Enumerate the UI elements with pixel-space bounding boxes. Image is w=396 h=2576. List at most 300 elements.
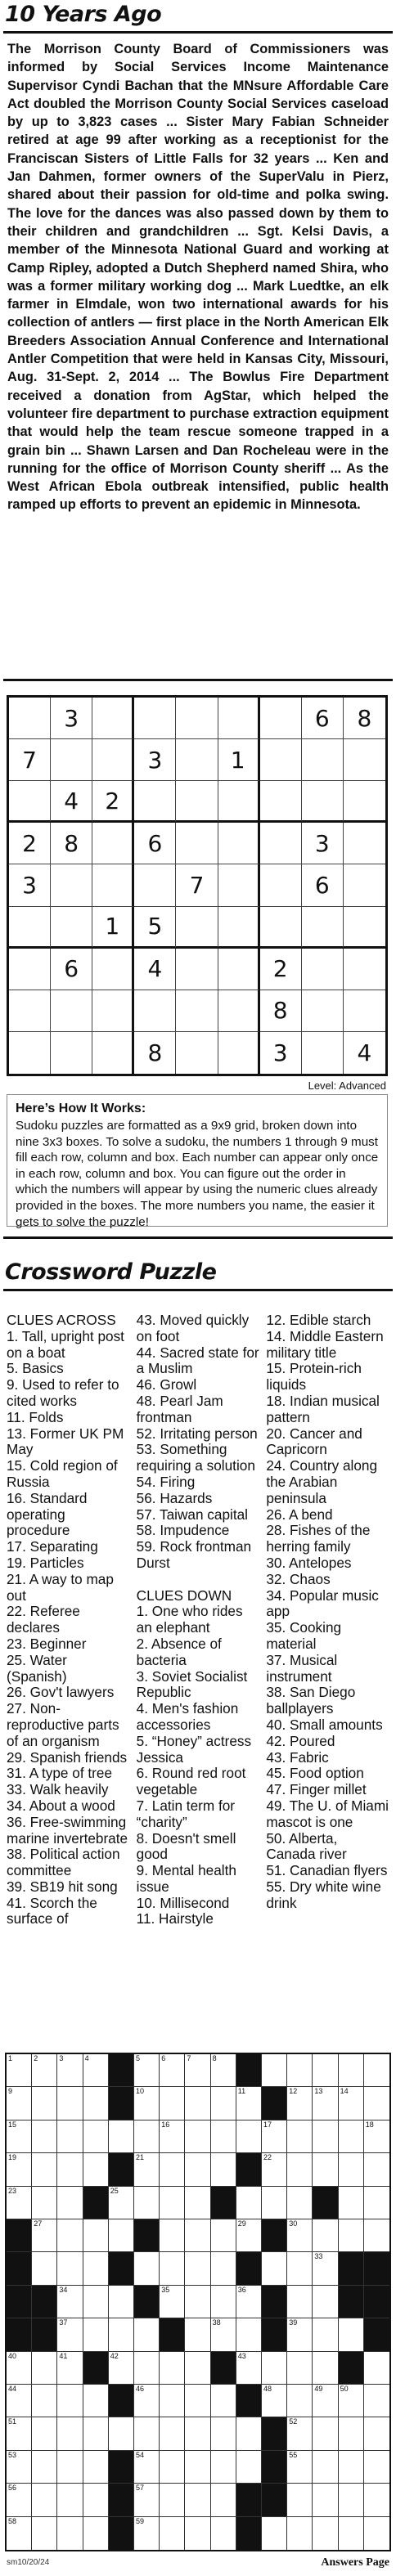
crossword-clue-number: 22 xyxy=(263,2153,272,2162)
crossword-clue-number: 49 xyxy=(314,2385,323,2393)
sudoku-cell: 2 xyxy=(9,823,51,864)
crossword-square[interactable] xyxy=(211,2153,236,2186)
crossword-clue-number: 23 xyxy=(8,2186,17,2195)
crossword-header xyxy=(0,1258,396,1291)
sudoku-cell xyxy=(92,698,134,739)
crossword-square[interactable] xyxy=(339,2087,364,2120)
crossword-square[interactable] xyxy=(134,2484,160,2516)
crossword-square[interactable] xyxy=(211,2318,236,2351)
crossword-square[interactable] xyxy=(109,2352,134,2385)
crossword-square[interactable] xyxy=(57,2187,83,2219)
crossword-square[interactable] xyxy=(134,2318,160,2351)
crossword-square[interactable] xyxy=(185,2484,210,2516)
sudoku-cell xyxy=(92,823,134,864)
crossword-square[interactable] xyxy=(32,2484,57,2516)
crossword-title: Crossword Puzzle xyxy=(5,1259,217,1285)
crossword-square[interactable] xyxy=(160,2517,185,2550)
crossword-square[interactable] xyxy=(160,2153,185,2186)
crossword-square[interactable] xyxy=(32,2417,57,2450)
crossword-square[interactable] xyxy=(313,2517,338,2550)
crossword-square[interactable] xyxy=(262,2385,287,2417)
crossword-square[interactable] xyxy=(313,2286,338,2318)
crossword-square[interactable] xyxy=(57,2484,83,2516)
crossword-square[interactable] xyxy=(7,2153,32,2186)
crossword-clue-number: 10 xyxy=(136,2087,145,2096)
clue-item: 3. Soviet Socialist Republic xyxy=(136,1667,248,1701)
crossword-square[interactable] xyxy=(211,2219,236,2252)
crossword-square[interactable] xyxy=(185,2087,210,2120)
crossword-clue-number: 18 xyxy=(365,2120,374,2129)
sudoku-cell xyxy=(344,907,385,949)
crossword-square[interactable] xyxy=(160,2417,185,2450)
crossword-black-square xyxy=(32,2286,57,2318)
crossword-square[interactable] xyxy=(32,2087,57,2120)
sudoku-cell xyxy=(134,698,176,739)
crossword-square[interactable] xyxy=(364,2451,389,2484)
crossword-square[interactable] xyxy=(287,2417,313,2450)
sudoku-cell xyxy=(51,739,92,781)
crossword-clue-number: 43 xyxy=(237,2351,246,2360)
sudoku-cell xyxy=(218,907,260,949)
crossword-square[interactable] xyxy=(211,2252,236,2285)
crossword-square[interactable] xyxy=(287,2484,313,2516)
crossword-square[interactable] xyxy=(313,2385,338,2417)
crossword-black-square xyxy=(109,2484,134,2516)
crossword-clues xyxy=(7,1313,389,2040)
crossword-square[interactable] xyxy=(160,2451,185,2484)
sudoku-cell xyxy=(302,781,344,823)
crossword-clue-number: 48 xyxy=(263,2385,272,2393)
crossword-square[interactable] xyxy=(287,2219,313,2252)
clue-item: 52. Irritating person xyxy=(136,1425,258,1442)
crossword-square[interactable] xyxy=(134,2352,160,2385)
crossword-square[interactable] xyxy=(32,2252,57,2285)
crossword-square[interactable] xyxy=(262,2153,287,2186)
crossword-square[interactable] xyxy=(134,2451,160,2484)
clue-item: 45. Food option xyxy=(266,1765,364,1782)
crossword-square[interactable] xyxy=(185,2451,210,2484)
sudoku-cell xyxy=(9,949,51,990)
sudoku-level: Level: Advanced xyxy=(308,1079,386,1092)
sudoku-cell: 3 xyxy=(9,864,51,906)
sudoku-cell xyxy=(92,864,134,906)
crossword-black-square xyxy=(109,2517,134,2550)
crossword-square[interactable] xyxy=(185,2252,210,2285)
crossword-square[interactable] xyxy=(32,2219,57,2252)
sudoku-cell: 5 xyxy=(134,907,176,949)
crossword-square[interactable] xyxy=(262,2187,287,2219)
crossword-black-square xyxy=(7,2252,32,2285)
crossword-square[interactable] xyxy=(287,2153,313,2186)
crossword-square[interactable] xyxy=(32,2385,57,2417)
crossword-square[interactable] xyxy=(160,2187,185,2219)
crossword-square[interactable] xyxy=(287,2120,313,2153)
crossword-square[interactable] xyxy=(134,2252,160,2285)
crossword-square[interactable] xyxy=(236,2187,262,2219)
crossword-square[interactable] xyxy=(339,2484,364,2516)
crossword-square[interactable] xyxy=(32,2120,57,2153)
crossword-black-square xyxy=(160,2318,185,2351)
crossword-square[interactable] xyxy=(57,2153,83,2186)
crossword-square[interactable] xyxy=(57,2120,83,2153)
sudoku-cell xyxy=(176,1032,218,1074)
sudoku-cell: 8 xyxy=(51,823,92,864)
crossword-square[interactable] xyxy=(134,2385,160,2417)
crossword-square[interactable] xyxy=(57,2385,83,2417)
crossword-square[interactable] xyxy=(364,2385,389,2417)
crossword-square[interactable] xyxy=(32,2153,57,2186)
sudoku-instructions xyxy=(7,1094,388,1227)
crossword-clue-number: 5 xyxy=(136,2054,141,2062)
clue-item: 44. Sacred state for a Muslim xyxy=(136,1344,259,1377)
crossword-clue-number: 13 xyxy=(314,2087,323,2096)
crossword-square[interactable] xyxy=(287,2517,313,2550)
crossword-square[interactable] xyxy=(364,2153,389,2186)
crossword-square[interactable] xyxy=(339,2187,364,2219)
sudoku-cell xyxy=(92,949,134,990)
sudoku-cell: 4 xyxy=(134,949,176,990)
sudoku-cell: 1 xyxy=(218,739,260,781)
clue-item: 35. Cooking material xyxy=(266,1619,342,1652)
clue-item: 43. Fabric xyxy=(266,1748,329,1766)
crossword-square[interactable] xyxy=(109,2417,134,2450)
crossword-square[interactable] xyxy=(7,2352,32,2385)
crossword-black-square xyxy=(109,2087,134,2120)
clue-item: 38. San Diego ballplayers xyxy=(266,1684,356,1717)
clue-item: 41. Scorch the surface of xyxy=(7,1894,97,1928)
sudoku-cell xyxy=(260,823,302,864)
crossword-square[interactable] xyxy=(160,2252,185,2285)
crossword-square[interactable] xyxy=(185,2517,210,2550)
crossword-square[interactable] xyxy=(364,2352,389,2385)
crossword-square[interactable] xyxy=(83,2517,109,2550)
crossword-square[interactable] xyxy=(160,2352,185,2385)
crossword-square[interactable] xyxy=(134,2054,160,2087)
crossword-square[interactable] xyxy=(32,2054,57,2087)
crossword-square[interactable] xyxy=(109,2120,134,2153)
sudoku-cell xyxy=(92,990,134,1032)
crossword-clue-number: 38 xyxy=(212,2318,221,2327)
crossword-square[interactable] xyxy=(211,2286,236,2318)
crossword-square[interactable] xyxy=(185,2385,210,2417)
sudoku-cell: 1 xyxy=(92,907,134,949)
crossword-square[interactable] xyxy=(185,2219,210,2252)
clue-item: 33. Walk heavily xyxy=(7,1781,109,1798)
clue-item: 1. Tall, upright post on a boat xyxy=(7,1327,124,1361)
clue-item: 22. Referee declares xyxy=(7,1603,80,1636)
sudoku-cell xyxy=(344,739,385,781)
crossword-square[interactable] xyxy=(313,2417,338,2450)
clue-item: 28. Fishes of the herring family xyxy=(266,1522,371,1555)
crossword-square[interactable] xyxy=(83,2087,109,2120)
clue-item: 1. One who rides an elephant xyxy=(136,1603,243,1636)
crossword-square[interactable] xyxy=(313,2120,338,2153)
crossword-square[interactable] xyxy=(262,2252,287,2285)
crossword-square[interactable] xyxy=(339,2120,364,2153)
crossword-square[interactable] xyxy=(236,2286,262,2318)
crossword-square[interactable] xyxy=(236,2451,262,2484)
crossword-square[interactable] xyxy=(83,2120,109,2153)
crossword-square[interactable] xyxy=(134,2087,160,2120)
clue-item: 12. Edible starch xyxy=(266,1312,371,1328)
crossword-square[interactable] xyxy=(83,2318,109,2351)
crossword-square[interactable] xyxy=(364,2417,389,2450)
crossword-square[interactable] xyxy=(134,2187,160,2219)
sudoku-cell xyxy=(218,823,260,864)
crossword-clue-number: 17 xyxy=(263,2120,272,2129)
clue-item: 30. Antelopes xyxy=(266,1554,352,1571)
crossword-square[interactable] xyxy=(313,2451,338,2484)
crossword-square[interactable] xyxy=(236,2417,262,2450)
crossword-square[interactable] xyxy=(109,2219,134,2252)
crossword-square[interactable] xyxy=(57,2286,83,2318)
crossword-square[interactable] xyxy=(339,2219,364,2252)
clue-item: 58. Impudence xyxy=(136,1522,230,1539)
crossword-square[interactable] xyxy=(57,2451,83,2484)
clue-column-3 xyxy=(266,1313,389,2040)
crossword-square[interactable] xyxy=(364,2120,389,2153)
sudoku-cell: 4 xyxy=(357,1039,372,1066)
clue-item: 59. Rock frontman Durst xyxy=(136,1538,252,1571)
crossword-square[interactable] xyxy=(109,2318,134,2351)
crossword-square[interactable] xyxy=(57,2054,83,2087)
clue-item: 13. Former UK PM May xyxy=(7,1425,124,1458)
crossword-square[interactable] xyxy=(262,2517,287,2550)
crossword-square[interactable] xyxy=(185,2187,210,2219)
crossword-square[interactable] xyxy=(313,2252,338,2285)
clue-item: 26. Gov't lawyers xyxy=(7,1684,115,1701)
clue-item: 4. Men's fashion accessories xyxy=(136,1700,239,1733)
crossword-square[interactable] xyxy=(7,2385,32,2417)
crossword-black-square xyxy=(339,2252,364,2285)
crossword-square[interactable] xyxy=(364,2517,389,2550)
sudoku-cell: 6 xyxy=(134,823,176,864)
crossword-square[interactable] xyxy=(211,2484,236,2516)
crossword-square[interactable] xyxy=(364,2484,389,2516)
crossword-clue-number: 58 xyxy=(8,2516,17,2525)
clue-item: 9. Used to refer to cited works xyxy=(7,1376,119,1409)
clue-item: 5. Basics xyxy=(7,1360,64,1377)
crossword-square[interactable] xyxy=(287,2352,313,2385)
clue-item: 2. Absence of bacteria xyxy=(136,1635,222,1668)
clue-item: 49. The U. of Miami mascot is one xyxy=(266,1797,389,1830)
crossword-square[interactable] xyxy=(57,2318,83,2351)
crossword-square[interactable] xyxy=(32,2187,57,2219)
crossword-square[interactable] xyxy=(287,2318,313,2351)
crossword-square[interactable] xyxy=(134,2517,160,2550)
crossword-square[interactable] xyxy=(339,2153,364,2186)
crossword-square[interactable] xyxy=(211,2054,236,2087)
crossword-square[interactable] xyxy=(211,2517,236,2550)
crossword-black-square xyxy=(262,2318,287,2351)
crossword-square[interactable] xyxy=(57,2252,83,2285)
sudoku-cell: 2 xyxy=(260,949,302,990)
crossword-square[interactable] xyxy=(185,2153,210,2186)
clue-item: 21. A way to map out xyxy=(7,1570,114,1604)
crossword-square[interactable] xyxy=(109,2286,134,2318)
crossword-square[interactable] xyxy=(160,2286,185,2318)
crossword-square[interactable] xyxy=(262,2352,287,2385)
crossword-square[interactable] xyxy=(7,2187,32,2219)
clue-item: 31. A type of tree xyxy=(7,1765,112,1782)
crossword-square[interactable] xyxy=(7,2087,32,2120)
how-it-works-title: Here’s How It Works: xyxy=(16,1102,146,1115)
crossword-square[interactable] xyxy=(160,2219,185,2252)
crossword-square[interactable] xyxy=(83,2219,109,2252)
crossword-square[interactable] xyxy=(339,2451,364,2484)
crossword-square[interactable] xyxy=(313,2054,338,2087)
crossword-square[interactable] xyxy=(7,2451,32,2484)
crossword-square[interactable] xyxy=(339,2054,364,2087)
crossword-square[interactable] xyxy=(236,2120,262,2153)
sudoku-cell: 8 xyxy=(260,990,302,1032)
crossword-square[interactable] xyxy=(339,2318,364,2351)
crossword-square[interactable] xyxy=(57,2417,83,2450)
crossword-square[interactable] xyxy=(287,2385,313,2417)
ten-years-title: 10 Years Ago xyxy=(5,2,162,27)
crossword-square[interactable] xyxy=(339,2417,364,2450)
crossword-square[interactable] xyxy=(211,2120,236,2153)
crossword-square[interactable] xyxy=(339,2385,364,2417)
crossword-square[interactable] xyxy=(211,2417,236,2450)
crossword-square[interactable] xyxy=(185,2054,210,2087)
crossword-square[interactable] xyxy=(32,2517,57,2550)
crossword-square[interactable] xyxy=(160,2385,185,2417)
crossword-square[interactable] xyxy=(287,2252,313,2285)
crossword-square[interactable] xyxy=(32,2451,57,2484)
crossword-square[interactable] xyxy=(57,2219,83,2252)
sudoku-cell xyxy=(344,949,385,990)
crossword-square[interactable] xyxy=(134,2153,160,2186)
crossword-square[interactable] xyxy=(236,2318,262,2351)
sudoku-cell xyxy=(176,990,218,1032)
crossword-square[interactable] xyxy=(313,2219,338,2252)
crossword-square[interactable] xyxy=(160,2484,185,2516)
crossword-square[interactable] xyxy=(313,2087,338,2120)
crossword-square[interactable] xyxy=(185,2286,210,2318)
crossword-square[interactable] xyxy=(83,2054,109,2087)
ten-years-section xyxy=(0,0,396,639)
sudoku-cell xyxy=(9,698,51,739)
crossword-clue-number: 21 xyxy=(136,2153,145,2162)
crossword-clue-number: 36 xyxy=(237,2285,246,2294)
crossword-square[interactable] xyxy=(287,2451,313,2484)
crossword-square[interactable] xyxy=(83,2385,109,2417)
crossword-square[interactable] xyxy=(364,2219,389,2252)
crossword-black-square xyxy=(339,2286,364,2318)
clue-item: 29. Spanish friends xyxy=(7,1748,128,1766)
clue-item: 55. Dry white wine drink xyxy=(266,1878,381,1911)
crossword-square[interactable] xyxy=(211,2087,236,2120)
clue-item: 10. Millisecond xyxy=(136,1894,230,1911)
crossword-square[interactable] xyxy=(262,2120,287,2153)
crossword-black-square xyxy=(262,2286,287,2318)
crossword-black-square xyxy=(109,2451,134,2484)
crossword-black-square xyxy=(262,2451,287,2484)
crossword-square[interactable] xyxy=(287,2054,313,2087)
crossword-square[interactable] xyxy=(83,2286,109,2318)
crossword-square[interactable] xyxy=(236,2087,262,2120)
crossword-square[interactable] xyxy=(57,2352,83,2385)
crossword-square[interactable] xyxy=(57,2517,83,2550)
crossword-square[interactable] xyxy=(185,2120,210,2153)
crossword-square[interactable] xyxy=(83,2252,109,2285)
crossword-square[interactable] xyxy=(7,2484,32,2516)
crossword-clue-number: 50 xyxy=(340,2385,349,2393)
crossword-square[interactable] xyxy=(287,2187,313,2219)
crossword-clue-number: 37 xyxy=(59,2318,68,2327)
clue-item: 27. Non-reproductive parts of an organism xyxy=(7,1700,119,1749)
sudoku-cell xyxy=(134,781,176,823)
crossword-square[interactable] xyxy=(236,2219,262,2252)
crossword-square[interactable] xyxy=(83,2484,109,2516)
sudoku-cell xyxy=(134,990,176,1032)
crossword-square[interactable] xyxy=(313,2352,338,2385)
sudoku-cell xyxy=(302,1032,344,1074)
crossword-square[interactable] xyxy=(236,2352,262,2385)
crossword-square[interactable] xyxy=(313,2484,338,2516)
crossword-square[interactable] xyxy=(83,2417,109,2450)
crossword-square[interactable] xyxy=(7,2417,32,2450)
crossword-clue-number: 14 xyxy=(340,2087,349,2096)
crossword-square[interactable] xyxy=(364,2054,389,2087)
crossword-clue-number: 33 xyxy=(314,2252,323,2261)
clue-item: 34. Popular music app xyxy=(266,1586,379,1620)
crossword-square[interactable] xyxy=(313,2318,338,2351)
crossword-square[interactable] xyxy=(364,2187,389,2219)
crossword-square[interactable] xyxy=(83,2451,109,2484)
crossword-square[interactable] xyxy=(339,2517,364,2550)
crossword-square[interactable] xyxy=(262,2054,287,2087)
crossword-black-square xyxy=(364,2318,389,2351)
crossword-black-square xyxy=(364,2252,389,2285)
crossword-square[interactable] xyxy=(160,2087,185,2120)
crossword-square[interactable] xyxy=(7,2120,32,2153)
crossword-square[interactable] xyxy=(287,2087,313,2120)
clue-item: 50. Alberta, Canada river xyxy=(266,1829,347,1863)
crossword-square[interactable] xyxy=(287,2286,313,2318)
crossword-square[interactable] xyxy=(364,2087,389,2120)
crossword-square[interactable] xyxy=(7,2517,32,2550)
answers-page-label: Answers Page xyxy=(321,2556,389,2569)
crossword-square[interactable] xyxy=(160,2120,185,2153)
crossword-clue-number: 12 xyxy=(289,2087,298,2096)
clue-item: 5. “Honey” actress Jessica xyxy=(136,1732,252,1766)
crossword-square[interactable] xyxy=(32,2352,57,2385)
section-rule xyxy=(3,1236,393,1239)
crossword-square[interactable] xyxy=(185,2352,210,2385)
sudoku-cell xyxy=(9,990,51,1032)
crossword-square[interactable] xyxy=(109,2187,134,2219)
crossword-square[interactable] xyxy=(7,2054,32,2087)
crossword-square[interactable] xyxy=(83,2153,109,2186)
crossword-square[interactable] xyxy=(211,2451,236,2484)
crossword-black-square xyxy=(7,2286,32,2318)
crossword-square[interactable] xyxy=(313,2153,338,2186)
clue-spacer xyxy=(137,1572,260,1588)
clue-item: 19. Particles xyxy=(7,1554,84,1571)
crossword-square[interactable] xyxy=(57,2087,83,2120)
crossword-clue-number: 8 xyxy=(212,2054,217,2062)
crossword-square[interactable] xyxy=(134,2120,160,2153)
crossword-square[interactable] xyxy=(211,2385,236,2417)
crossword-square[interactable] xyxy=(134,2417,160,2450)
crossword-square[interactable] xyxy=(185,2318,210,2351)
crossword-square[interactable] xyxy=(185,2417,210,2450)
sudoku-puzzle xyxy=(7,695,388,1076)
crossword-clue-number: 9 xyxy=(8,2087,13,2096)
crossword-square[interactable] xyxy=(160,2054,185,2087)
